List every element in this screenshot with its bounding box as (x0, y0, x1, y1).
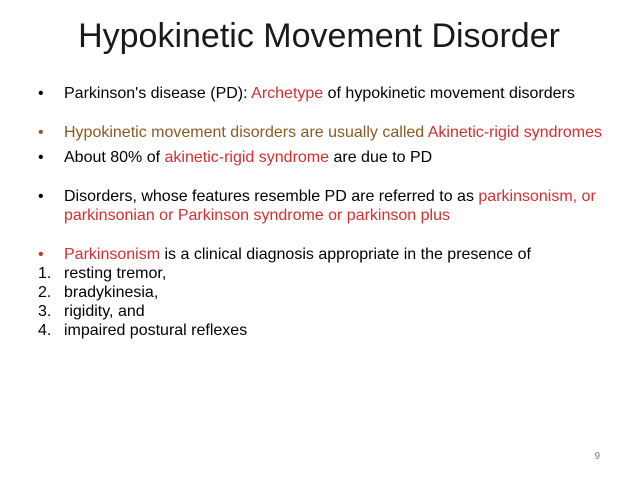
bullet-icon: • (38, 246, 44, 263)
bullet-text-part: are due to PD (329, 149, 433, 166)
list-number: 3. (38, 303, 52, 320)
numbered-item-3 (38, 302, 618, 321)
bullet-text-highlight: akinetic-rigid syndrome (164, 149, 330, 166)
bullet-icon: • (38, 188, 44, 205)
bullet-item-pd (38, 84, 618, 103)
bullet-text-part: Parkinson's disease (PD): (64, 85, 252, 102)
numbered-item-text: impaired postural reflexes (64, 322, 248, 339)
numbered-item-4 (38, 321, 618, 340)
bullet-text-part: of hypokinetic movement disorders (323, 85, 575, 102)
page-number: 9 (594, 451, 600, 462)
bullet-text-part: Hypokinetic movement disorders are usually called (64, 124, 428, 141)
bullet-icon: • (38, 149, 44, 166)
bullet-item-80-percent (38, 148, 618, 167)
bullet-item-disorders (38, 187, 618, 225)
bullet-text-highlight: parkinsonism, or parkinsonian or Parkinson syndrome or parkinson plus (64, 188, 596, 224)
numbered-item-1 (38, 264, 618, 283)
list-number: 4. (38, 322, 52, 339)
numbered-item-text: resting tremor, (64, 265, 167, 282)
bullet-item-hypokinetic (38, 123, 618, 142)
bullet-text-part: is a clinical diagnosis appropriate in the presence of (160, 246, 531, 263)
bullet-text-highlight: Archetype (251, 85, 324, 102)
slide-content (38, 84, 618, 340)
bullet-text-part: Disorders, whose features resemble PD are referred to as (64, 188, 479, 205)
bullet-icon: • (38, 85, 44, 102)
bullet-text-part: About 80% of (64, 149, 165, 166)
bullet-item-parkinsonism (38, 245, 618, 264)
slide-title: Hypokinetic Movement Disorder (78, 17, 560, 55)
numbered-item-text: bradykinesia, (64, 284, 159, 301)
numbered-item-text: rigidity, and (64, 303, 145, 320)
list-number: 1. (38, 265, 52, 282)
bullet-icon: • (38, 124, 44, 141)
bullet-text-highlight: Parkinsonism (64, 246, 161, 263)
bullet-text-highlight: Akinetic-rigid syndromes (427, 124, 603, 141)
numbered-item-2 (38, 283, 618, 302)
list-number: 2. (38, 284, 52, 301)
